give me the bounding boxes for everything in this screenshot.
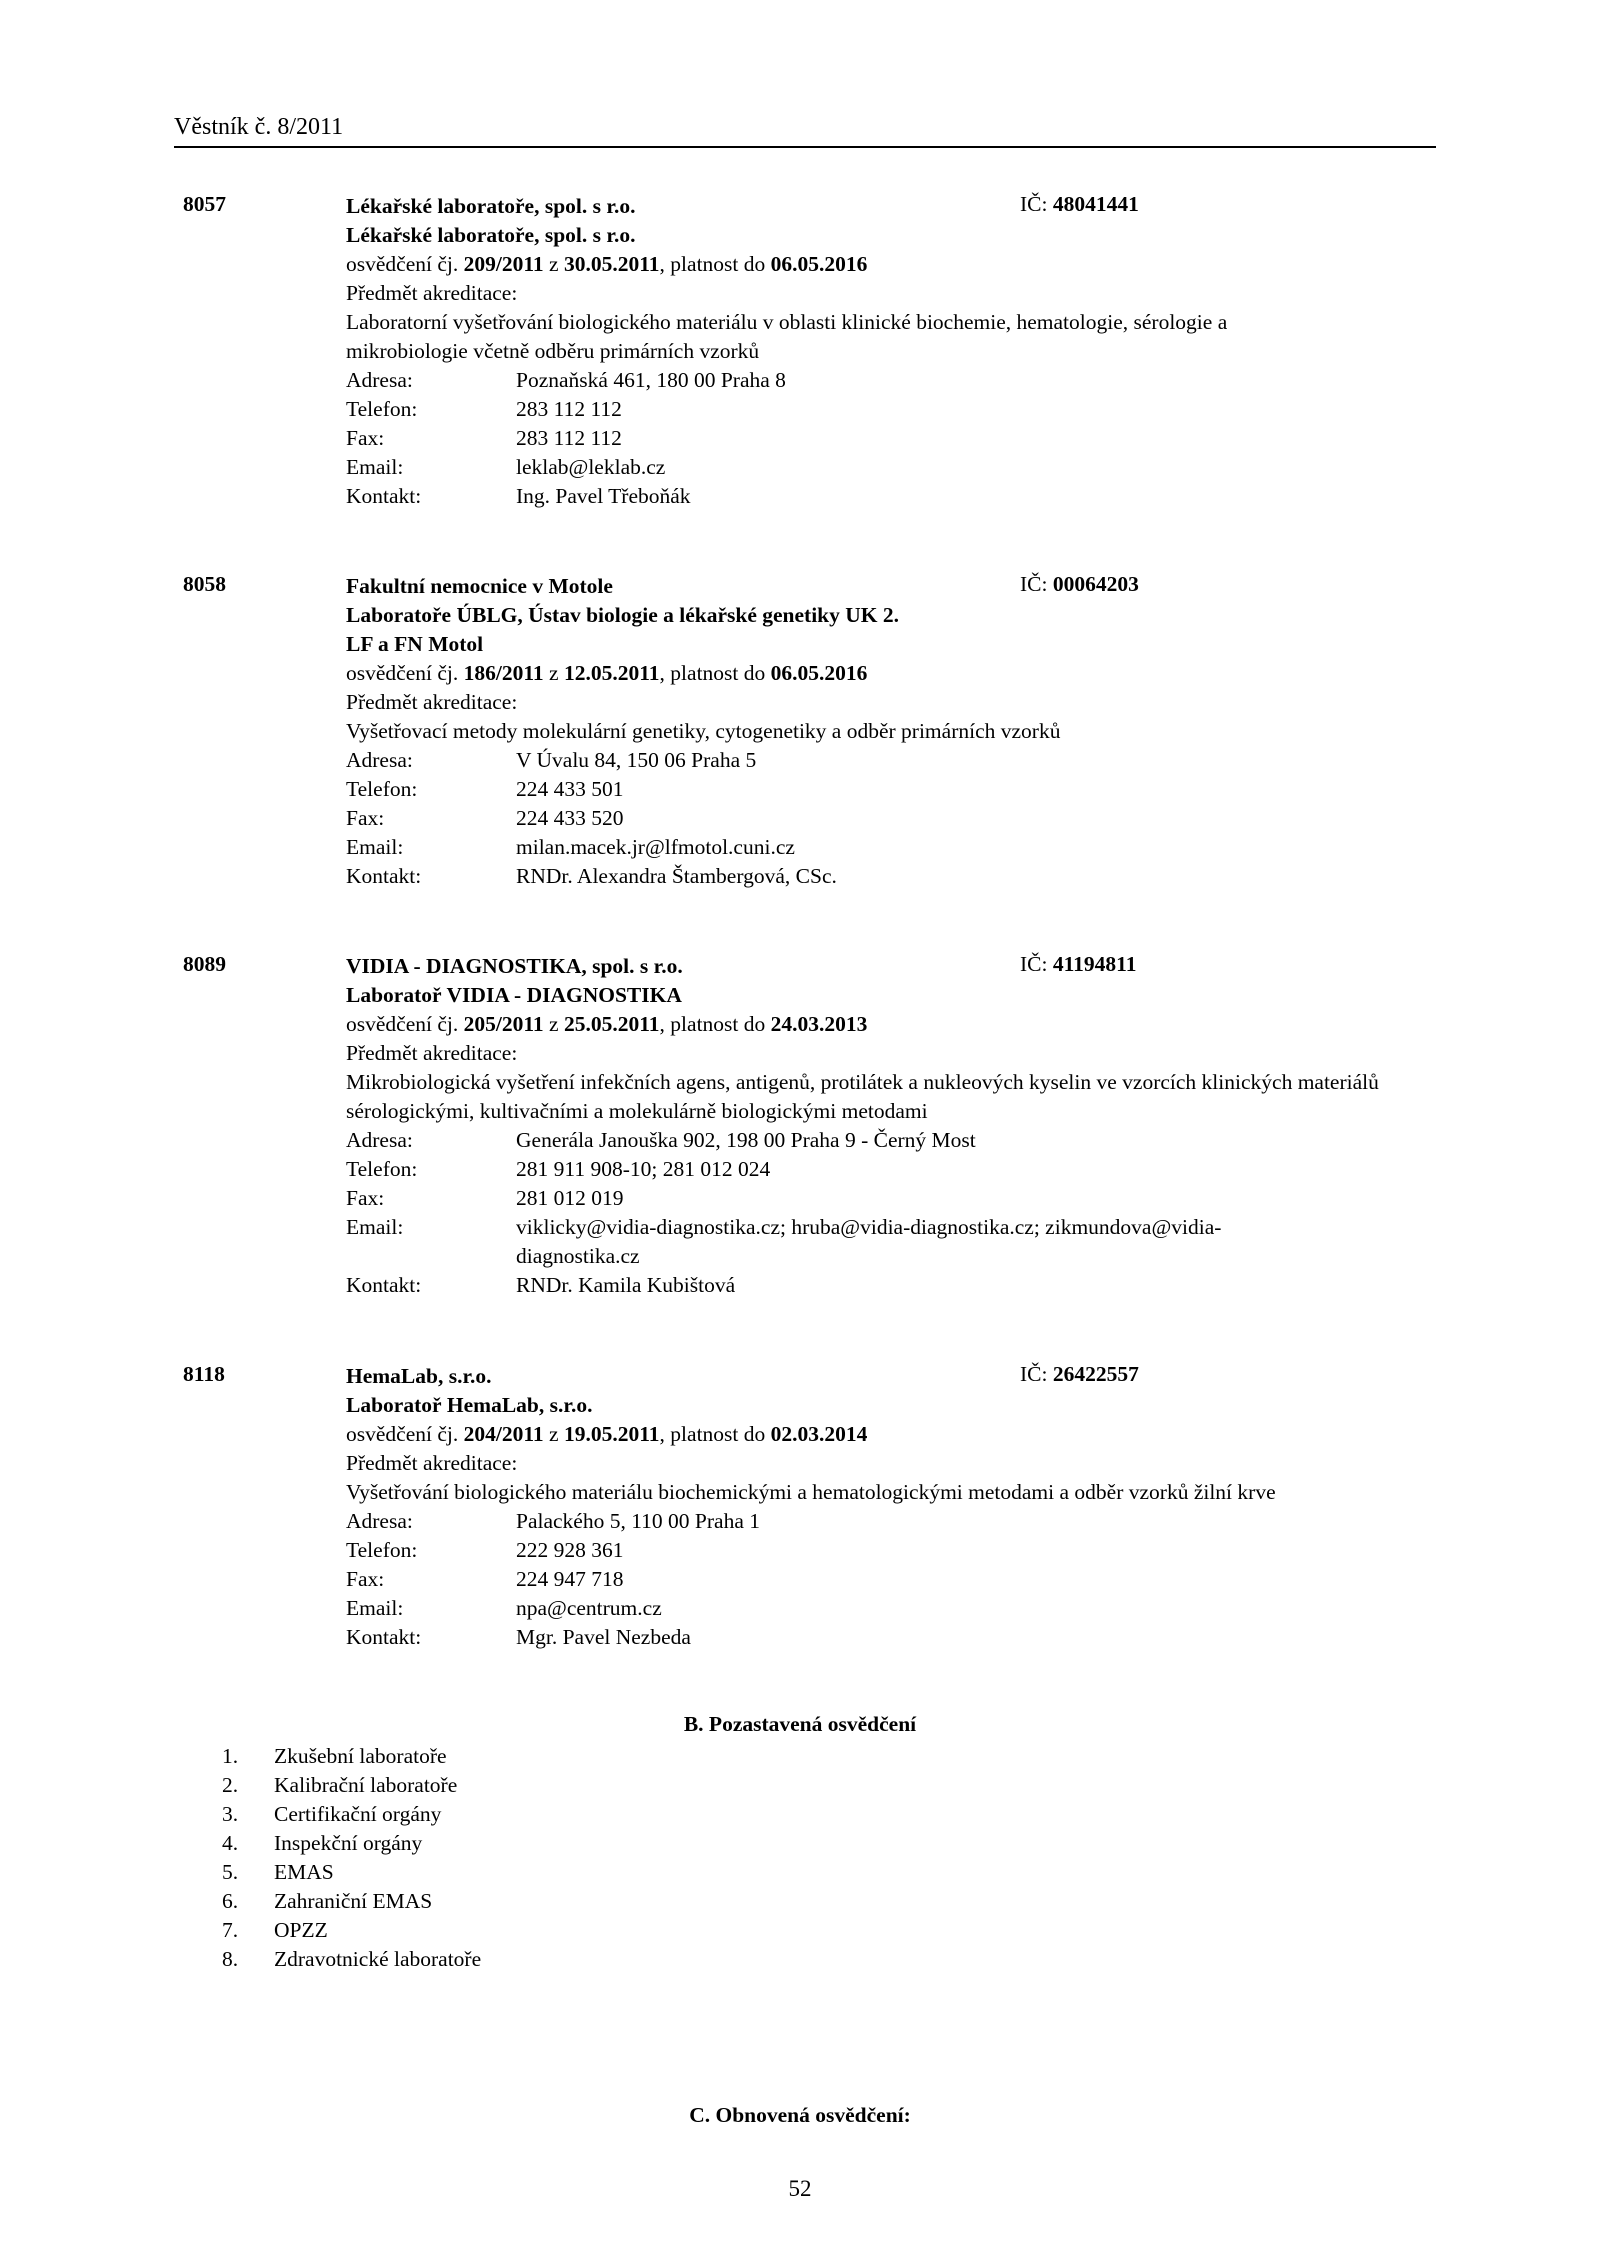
entry-email: Email: viklicky@vidia-diagnostika.cz; hruba@vidia-diagnostika.cz; zikmundova@vidia-diagnostika.cz [346,1215,1222,1268]
header-rule [174,146,1436,148]
entry-number: 8089 [183,952,226,976]
entry-ic: IČ: 00064203 [1020,572,1139,596]
entry-email: Email: milan.macek.jr@lfmotol.cuni.cz [346,835,795,859]
entry-subject-label: Předmět akreditace: [346,690,518,714]
entry-laboratory: Laboratoř HemaLab, s.r.o. [346,1393,593,1417]
entry-phone: Telefon: 281 911 908-10; 281 012 024 [346,1157,771,1181]
list-item: 5. EMAS [222,1860,334,1884]
section-b-title: B. Pozastavená osvědčení [683,1712,917,1736]
entry-laboratory: LF a FN Motol [346,632,484,656]
entry-address: Adresa: V Úvalu 84, 150 06 Praha 5 [346,748,757,772]
list-item: 4. Inspekční orgány [222,1831,423,1855]
entry-certificate: osvědčení čj. 204/2011 z 19.05.2011, platnost do 02.03.2014 [346,1422,868,1446]
entry-subject-label: Předmět akreditace: [346,1041,518,1065]
entry-fax: Fax: 224 947 718 [346,1567,624,1591]
entry-organization: Lékařské laboratoře, spol. s r.o. [346,194,636,218]
entry-email: Email: npa@centrum.cz [346,1596,662,1620]
entry-ic: IČ: 41194811 [1020,952,1137,976]
entry-phone: Telefon: 224 433 501 [346,777,624,801]
entry-contact: Kontakt: RNDr. Kamila Kubištová [346,1273,736,1297]
entry-laboratory: Laboratoře ÚBLG, Ústav biologie a lékařské genetiky UK 2. [346,603,900,627]
entry-number: 8057 [183,192,226,216]
entry-organization: VIDIA - DIAGNOSTIKA, spol. s r.o. [346,954,683,978]
entry-fax: Fax: 224 433 520 [346,806,624,830]
entry-address: Adresa: Palackého 5, 110 00 Praha 1 [346,1509,761,1533]
entry-email: Email: leklab@leklab.cz [346,455,666,479]
entry-contact: Kontakt: RNDr. Alexandra Štambergová, CSc. [346,864,837,888]
list-item: 3. Certifikační orgány [222,1802,442,1826]
entry-subject-label: Předmět akreditace: [346,281,518,305]
entry-certificate: osvědčení čj. 205/2011 z 25.05.2011, platnost do 24.03.2013 [346,1012,868,1036]
entry-laboratory: Lékařské laboratoře, spol. s r.o. [346,223,636,247]
entry-subject: Laboratorní vyšetřování biologického materiálu v oblasti klinické biochemie, hematologie, sérologie a mikrobiologie včetně odběru primárních vzorků [346,310,1228,363]
entry-contact: Kontakt: Mgr. Pavel Nezbeda [346,1625,691,1649]
section-c-title: C. Obnovená osvědčení: [689,2103,911,2127]
entry-number: 8118 [183,1362,225,1386]
entry-number: 8058 [183,572,226,596]
entry-organization: Fakultní nemocnice v Motole [346,574,613,598]
list-item: 7. OPZZ [222,1918,328,1942]
entry-ic: IČ: 26422557 [1020,1362,1139,1386]
entry-laboratory: Laboratoř VIDIA - DIAGNOSTIKA [346,983,682,1007]
entry-subject-label: Předmět akreditace: [346,1451,518,1475]
page-header-title: Věstník č. 8/2011 [174,114,344,140]
list-item: 8. Zdravotnické laboratoře [222,1947,482,1971]
entry-certificate: osvědčení čj. 186/2011 z 12.05.2011, platnost do 06.05.2016 [346,661,868,685]
entry-address: Adresa: Generála Janouška 902, 198 00 Praha 9 - Černý Most [346,1128,976,1152]
entry-phone: Telefon: 222 928 361 [346,1538,624,1562]
entry-ic: IČ: 48041441 [1020,192,1139,216]
entry-subject: Mikrobiologická vyšetření infekčních agens, antigenů, protilátek a nukleových kyselin ve vzorcích klinických materiálů sérologickými, kultivačními a molekulárně biologickými metodami [346,1070,1379,1123]
entry-fax: Fax: 281 012 019 [346,1186,624,1210]
list-item: 6. Zahraniční EMAS [222,1889,433,1913]
entry-fax: Fax: 283 112 112 [346,426,622,450]
entry-organization: HemaLab, s.r.o. [346,1364,492,1388]
list-item: 1. Zkušební laboratoře [222,1744,447,1768]
entry-phone: Telefon: 283 112 112 [346,397,622,421]
list-item: 2. Kalibrační laboratoře [222,1773,458,1797]
entry-subject: Vyšetřovací metody molekulární genetiky, cytogenetiky a odběr primárních vzorků [346,719,1061,743]
suspended-certificates-list [222,1742,481,1974]
page-number: 52 [788,2176,812,2201]
entry-subject: Vyšetřování biologického materiálu biochemickými a hematologickými metodami a odběr vzorků žilní krve [346,1480,1276,1504]
entry-contact: Kontakt: Ing. Pavel Třeboňák [346,484,691,508]
entry-address: Adresa: Poznaňská 461, 180 00 Praha 8 [346,368,786,392]
entry-certificate: osvědčení čj. 209/2011 z 30.05.2011, platnost do 06.05.2016 [346,252,868,276]
